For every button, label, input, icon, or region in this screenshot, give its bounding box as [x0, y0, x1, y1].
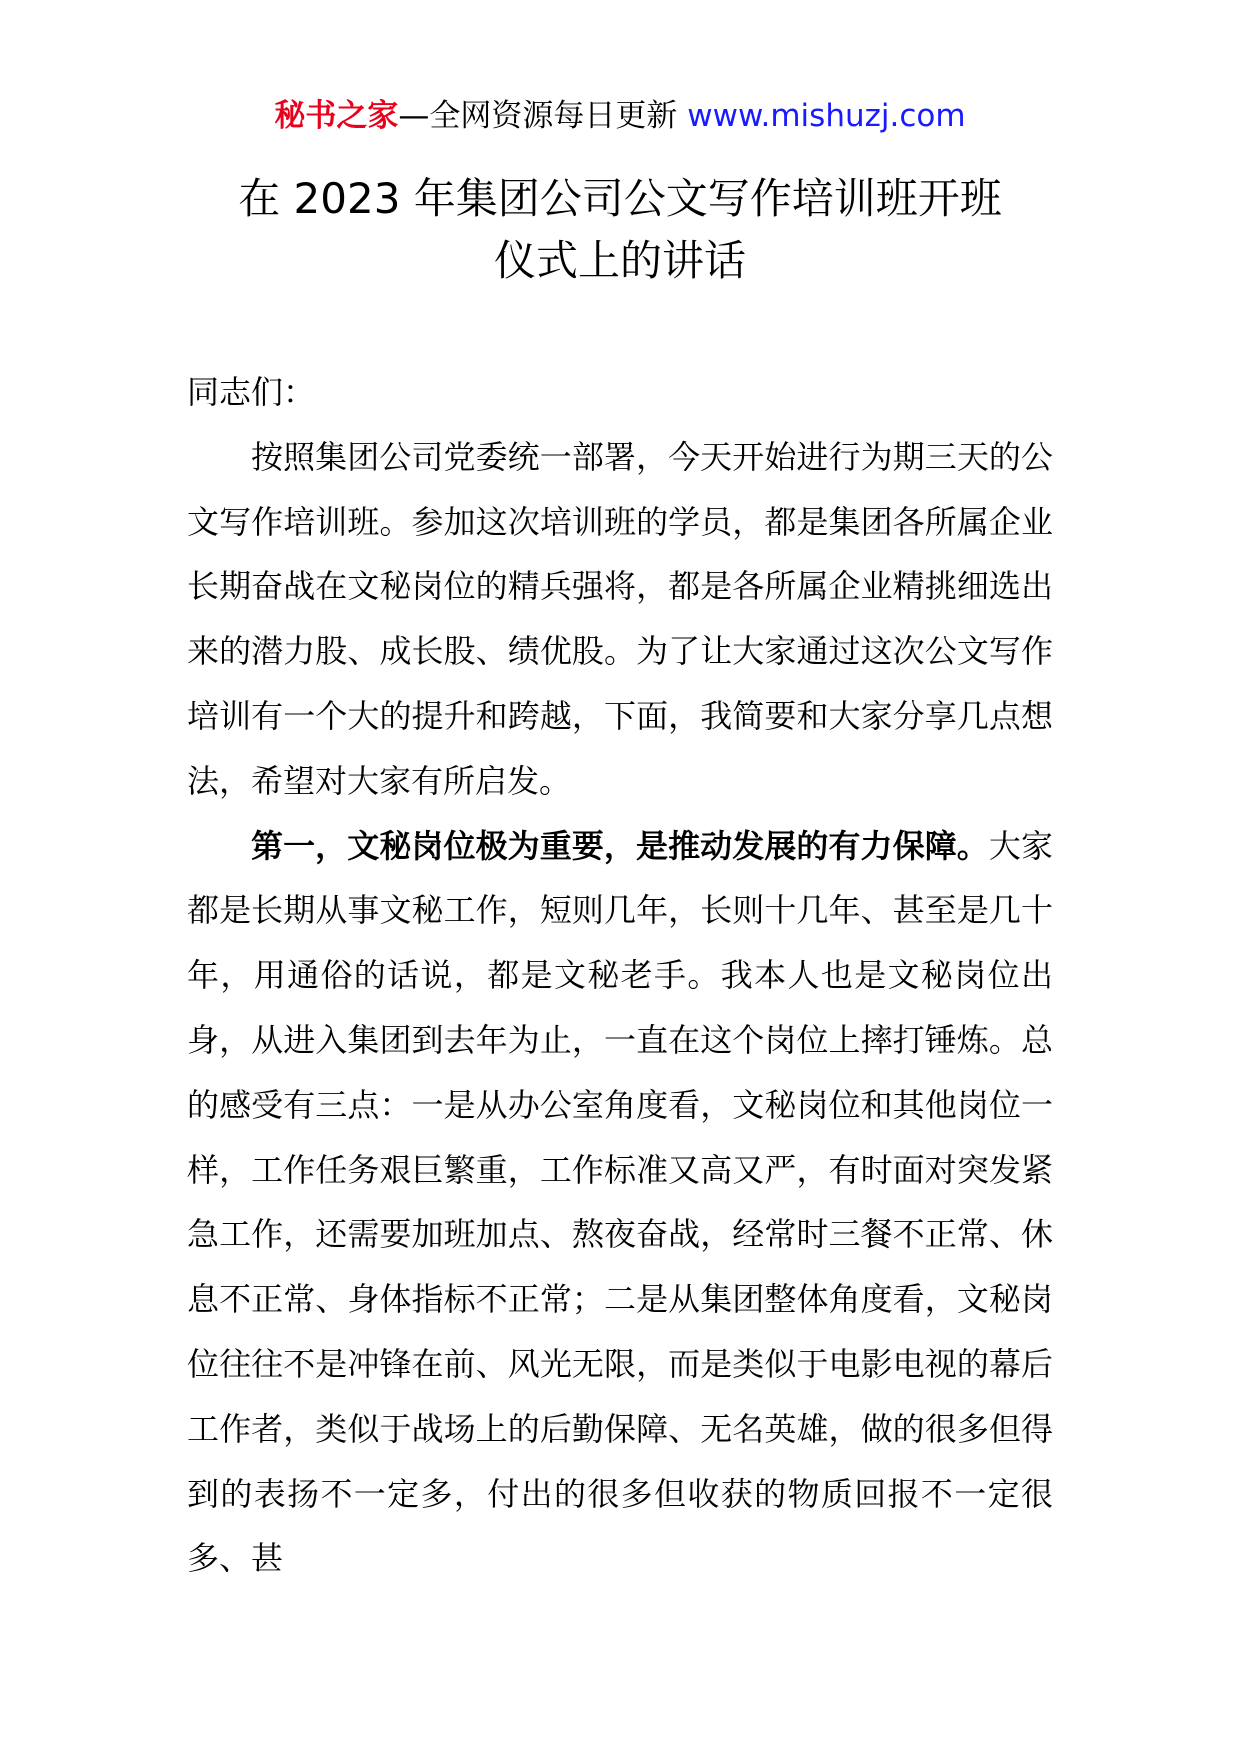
greeting: 同志们： [187, 373, 316, 411]
brand-name: 秘书之家 [274, 98, 399, 134]
site-header [0, 96, 1240, 136]
paragraph-2 [187, 814, 1053, 1592]
header-tagline: —全网资源每日更新 [398, 98, 688, 134]
paragraph-2-lead: 第一，文秘岗位极为重要，是推动发展的有力保障。 [251, 826, 989, 865]
title-line-1: 在 2023 年集团公司公文写作培训班开班 [238, 174, 1002, 223]
paragraph-2-text: 大家都是长期从事文秘工作，短则几年，长则十几年、甚至是几十年，用通俗的话说，都是文秘老手。我本人也是文秘岗位出身，从进入集团到去年为止，一直在这个岗位上摔打锤炼。总的感受有三点：一是从办公室角度看，文秘岗位和其他岗位一样，工作任务艰巨繁重，工作标准又高又严，有时面对突发紧急工作，还需要加班加点、熬夜奋战，经常时三餐不正常、休息不正常、身体指标不正常；二是从集团整体角度看，文秘岗位往往不是冲锋在前、风光无限，而是类似于电影电视的幕后工作者，类似于战场上的后勤保障、无名英雄，做的很多但得到的表扬不一定多，付出的很多但收获的物质回报不一定很多、甚 [187, 826, 1053, 1578]
document-title [0, 168, 1240, 292]
site-url-link[interactable]: www.mishuzj.com [687, 98, 966, 134]
document-body [187, 360, 1053, 1591]
paragraph-1: 按照集团公司党委统一部署，今天开始进行为期三天的公文写作培训班。参加这次培训班的学员，都是集团各所属企业长期奋战在文秘岗位的精兵强将，都是各所属企业精挑细选出来的潜力股、成长股、绩优股。为了让大家通过这次公文写作培训有一个大的提升和跨越，下面，我简要和大家分享几点想法，希望对大家有所启发。 [187, 437, 1053, 800]
title-line-2: 仪式上的讲话 [493, 236, 746, 285]
